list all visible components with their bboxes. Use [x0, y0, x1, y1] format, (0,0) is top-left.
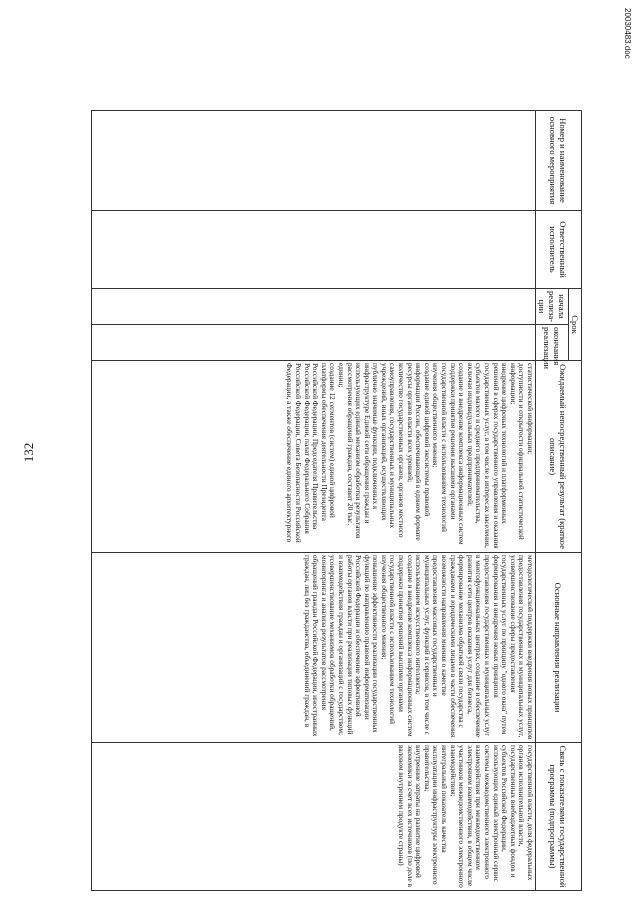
header-measure: Номер и наименование основного мероприятия	[536, 111, 582, 211]
cell-measure	[92, 111, 536, 211]
document-id: 20030483.doc	[623, 8, 632, 59]
header-executor: Ответственный исполнитель	[536, 211, 582, 289]
cell-term-start	[92, 289, 536, 325]
header-term: Срок	[569, 289, 582, 361]
cell-executor	[92, 211, 536, 289]
page-number: 132	[21, 442, 36, 463]
measures-table	[91, 110, 582, 891]
header-term-start: начала реализа-ции	[536, 289, 569, 325]
header-result: Ожидаемый непосредственный результат (краткое описание)	[536, 361, 582, 553]
header-directions: Основные направления реализации	[536, 553, 582, 743]
table-row	[92, 111, 536, 891]
cell-directions: методологической поддержки внедрения новых принципов предоставления государственных и муниципальных услуг, усовершенствование сферы предоставления государственных услуг по принципу "одного окна" путем формирования и внедрения новых принципов предоставления государственных и муниципальных услуг в многофункциональных центрах, создание и обеспечение развития сети центров оказания услуг для бизнеса, формирование механизма обратной связи государства с гражданами и юридическими лицами в части обеспечения возможности направления мнения о качестве предоставления массовых государственных и муниципальных услуг, функций и сервисов, в том числе с использованием искусственного интеллекта; создание и внедрение комплекса информационных систем поддержки принятия решений высшими органами государственной власти с использованием технологий изучения общественного мнения; повышение эффективности реализации государственных функций по направлению правовой информатизации Российской Федерации и обеспечение эффективной работы органов власти при реализации типовых функций и взаимодействия граждан и организаций с государством; усовершенствование механизмов обработки обращений, мониторинга и анализа результатов рассмотрения обращений граждан Российской Федерации, иностранных граждан, лиц без гражданства, объединений граждан, в	[92, 553, 536, 743]
header-row-1	[569, 111, 582, 891]
cell-link: государственной власти, доля федеральных органов исполнительной власти, государственных внебюджетных фондов и субъектов Российской Федерации, использующих единый электронный сервис системы межведомственного электронного взаимодействия при межведомственном электронном взаимодействии, в общем числе участников межведомственного электронного взаимодействия; интегральный показатель качества эксплуатации инфраструктуры электронного правительства; внутренние затраты на развитие цифровой экономики за счет всех источников (по доле в валовом внутреннем продукте страны)	[92, 743, 536, 891]
header-term-end: окончания реализации	[536, 325, 569, 361]
cell-result: статистической информации; доступности и открытости официальной статистической информации; внедрение цифровых технологий и платформенных решений в сферах государственного управления и оказания государственных услуг, в том числе в интересах населения, субъектов малого и среднего предпринимательства, включая индивидуальных предпринимателей; создание и внедрение комплекса информационных систем поддержки принятия решения высшими органами государственной власти с использованием технологий изучения общественного мнения; создание единой цифровой экосистемы правовой информации России, обеспечивающей в едином формате ресурсы органов власти всех уровней; количество государственных органов, органов местного самоуправления, государственных и муниципальных учреждений, иных организаций, осуществляющих публично значимые функции, подключенных к инфраструктуре Единой сети обращения граждан и использующих единый механизм обработки результатов рассмотрения обращений граждан, составит 20 тыс. единиц; создание 12 сегментов (систем) единой цифровой платформы обеспечения деятельности Президента Российской Федерации, Председателя Правительства Российской Федерации, палат Федерального Собрания Российской Федерации, Совета Безопасности Российской Федерации, а также обеспечение единого архитектурного	[92, 361, 536, 553]
cell-term-end	[92, 325, 536, 361]
header-link: Связь с показателями государственной программы (подпрограммы)	[536, 743, 582, 891]
